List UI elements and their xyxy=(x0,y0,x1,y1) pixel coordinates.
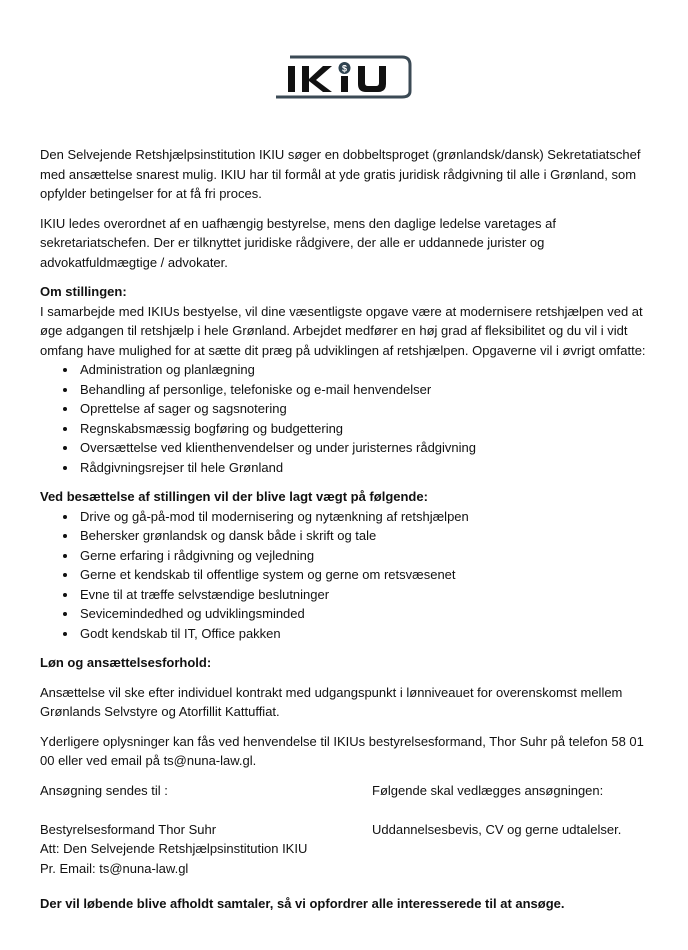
salary-text: Ansættelse vil ske efter individuel kontrakt med udgangspunkt i lønniveauet for overenskomst mellem Grønlands Selvstyre og Atorfillit Kattuffiat. xyxy=(40,684,623,719)
position-heading: Om stillingen: xyxy=(40,284,127,299)
intro-paragraph-1: Den Selvejende Retshjælpsinstitution IKIU søger en dobbeltsproget (grønlandsk/dansk) Sekretatiatschef med ansættelse snarest mulig. IKIU har til formål at yde gratis juridisk rådgivning til alle i Grønland, som opfylder betingelser for at få fri proces. xyxy=(40,147,641,201)
requirement-item: Godt kendskab til IT, Office pakken xyxy=(40,624,660,644)
requirement-item: Gerne et kendskab til offentlige system og gerne om retsvæsenet xyxy=(40,565,660,585)
application-section xyxy=(40,781,660,879)
task-item: Behandling af personlige, telefoniske og e-mail henvendelser xyxy=(40,380,660,400)
task-item: Rådgivningsrejser til hele Grønland xyxy=(40,458,660,478)
ikiu-logo xyxy=(274,54,416,102)
requirement-item: Gerne erfaring i rådgivning og vejledning xyxy=(40,546,660,566)
requirements-heading: Ved besættelse af stillingen vil der blive lagt vægt på følgende: xyxy=(40,489,428,504)
task-item: Regnskabsmæssig bogføring og budgettering xyxy=(40,419,660,439)
position-text: I samarbejde med IKIUs bestyelse, vil dine væsentligste opgave være at modernisere retshjælpen ved at øge adgangen til retshjælp i hele Grønland. Arbejdet medfører en høj grad af fleksibilitet og du vil i vidt omfang have mulighed for at sætte dit præg på udviklingen af retshjælpen. Opgaverne vil i øvrigt omfatte: xyxy=(40,303,646,358)
recipient-att: Att: Den Selvejende Retshjælpsinstitution IKIU xyxy=(40,841,308,856)
application-attachments xyxy=(372,781,660,879)
task-item: Oversættelse ved klienthenvendelser og under juristernes rådgivning xyxy=(40,438,660,458)
attachments-label: Følgende skal vedlægges ansøgningen: xyxy=(372,782,604,798)
attachments-text: Uddannelsesbevis, CV og gerne udtalelser. xyxy=(372,821,622,837)
task-item: Administration og planlægning xyxy=(40,360,660,380)
recipient-name: Bestyrelsesformand Thor Suhr xyxy=(40,821,217,837)
task-list xyxy=(40,360,660,477)
requirements-list xyxy=(40,507,660,644)
contact-text: Yderligere oplysninger kan fås ved henvendelse til IKIUs bestyrelsesformand, Thor Suhr på telefon 58 01 00 eller ved email på ts@nuna-law.gl. xyxy=(40,733,644,768)
recipient-email: Pr. Email: ts@nuna-law.gl xyxy=(40,860,189,876)
intro-paragraph-2: IKIU ledes overordnet af en uafhængig bestyrelse, mens den daglige ledelse varetages af sekretariatschefen. Der er tilknyttet juridiske rådgivere, der alle er uddannede jurister og advokatfuldmægtige / advokater. xyxy=(40,215,556,270)
requirement-item: Sevicemindedhed og udviklingsminded xyxy=(40,604,660,624)
task-item: Oprettelse af sager og sagsnotering xyxy=(40,399,660,419)
application-recipient xyxy=(40,781,372,879)
requirement-item: Behersker grønlandsk og dansk både i skrift og tale xyxy=(40,526,660,546)
send-to-label: Ansøgning sendes til : xyxy=(40,782,168,798)
requirement-item: Drive og gå-på-mod til modernisering og nytænkning af retshjælpen xyxy=(40,507,660,527)
job-posting-document xyxy=(40,145,660,914)
svg-text:$: $ xyxy=(341,63,348,74)
requirement-item: Evne til at træffe selvstændige beslutninger xyxy=(40,585,660,605)
closing-statement: Der vil løbende blive afholdt samtaler, så vi opfordrer alle interesserede til at ansøge. xyxy=(40,896,565,911)
salary-heading: Løn og ansættelsesforhold: xyxy=(40,655,212,670)
